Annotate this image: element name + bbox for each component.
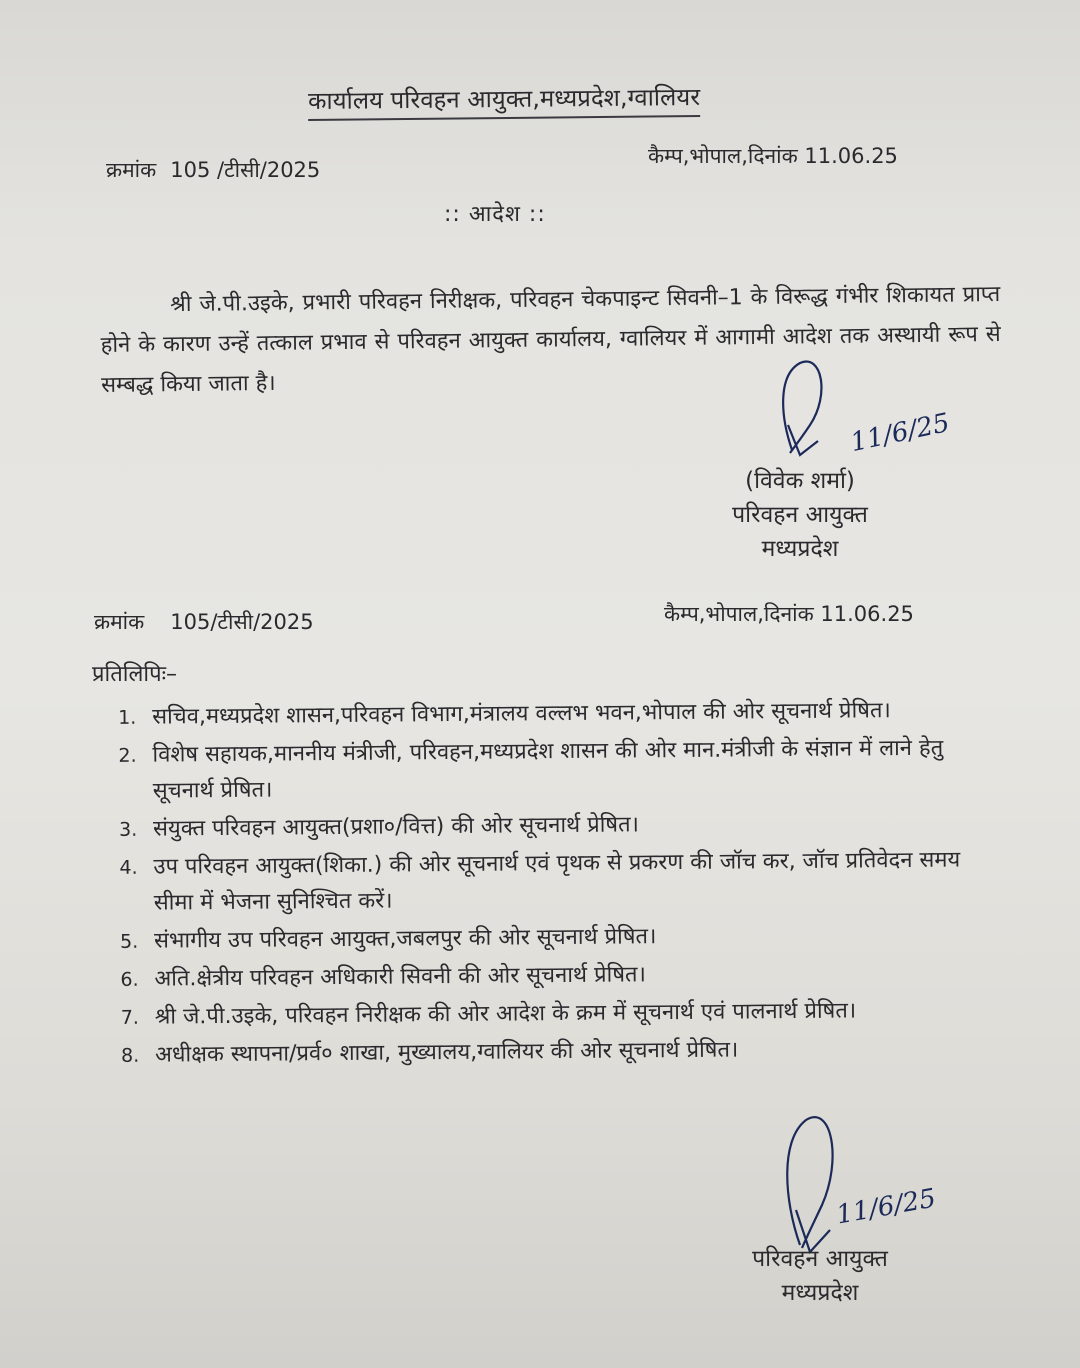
- list-item: 7. श्री जे.पी.उइके, परिवहन निरीक्षक की ओर आदेश के क्रम में सूचनार्थ एवं पालनार्थ प्रेषित।: [120, 998, 857, 1030]
- copy-reference-number: [94, 608, 314, 636]
- place-date: कैम्प,भोपाल,दिनांक 11.06.25: [648, 144, 898, 168]
- list-item: 8. अधीक्षक स्थापना/प्रर्व० शाखा, मुख्यालय,ग्वालियर की ओर सूचनार्थ प्रेषित।: [121, 1037, 739, 1068]
- copy-label: प्रतिलिपिः–: [92, 662, 178, 687]
- reference-label: क्रमांक: [106, 158, 157, 182]
- copy-signatory-state: मध्यप्रदेश: [781, 1280, 859, 1306]
- copy-list: [108, 692, 991, 1076]
- copy-place-date: कैम्प,भोपाल,दिनांक 11.06.25: [664, 602, 914, 626]
- order-body: श्री जे.पी.उइके, प्रभारी परिवहन निरीक्षक, परिवहन चेकपाइन्ट सिवनी–1 के विरूद्ध गंभीर शिकायत प्राप्त होने के कारण उन्हें तत्काल प्रभाव से परिवहन आयुक्त कार्यालय, ग्वालियर में आगामी आदेश तक अस्थायी रूप से सम्बद्ध किया जाता है।: [100, 282, 1001, 398]
- signatory-name: (विवेक शर्मा): [745, 468, 855, 494]
- list-item: 6. अति.क्षेत्रीय परिवहन अधिकारी सिवनी की ओर सूचनार्थ प्रेषित।: [120, 962, 646, 992]
- list-item: 2. विशेष सहायक,माननीय मंत्रीजी, परिवहन,मध्यप्रदेश शासन की ओर मान.मंत्रीजी के संज्ञान में लाने हेतु सूचनार्थ प्रेषित।: [118, 735, 944, 804]
- reference-number: [106, 156, 320, 184]
- signature-date: 11/6/25: [847, 407, 953, 459]
- signature-date: 11/6/25: [834, 1183, 939, 1231]
- list-item: 1. सचिव,मध्यप्रदेश शासन,परिवहन विभाग,मंत्रालय वल्लभ भवन,भोपाल की ओर सूचनार्थ प्रेषित।: [118, 698, 891, 730]
- list-item: 4. उप परिवहन आयुक्त(शिका.) की ओर सूचनार्थ एवं पृथक से प्रकरण की जॉच कर, जॉच प्रतिवेदन समय सीमा में भेजना सुनिश्चित करें।: [119, 847, 961, 916]
- office-heading: कार्यालय परिवहन आयुक्त,मध्यप्रदेश,ग्वालियर: [308, 80, 700, 121]
- list-item: 5. संभागीय उप परिवहन आयुक्त,जबलपुर की ओर सूचनार्थ प्रेषित।: [120, 924, 657, 954]
- signatory-designation: परिवहन आयुक्त: [732, 502, 868, 528]
- signatory-state: मध्यप्रदेश: [761, 536, 839, 562]
- copy-signatory-block: [720, 1242, 920, 1310]
- order-title: :: आदेश ::: [444, 202, 546, 227]
- copy-reference-value: 105/टीसी/2025: [170, 610, 314, 634]
- reference-value: 105 /टीसी/2025: [170, 158, 321, 182]
- signatory-block: [700, 464, 900, 566]
- copy-reference-label: क्रमांक: [94, 610, 145, 634]
- signature-mark: [770, 1110, 860, 1260]
- signature-mark: [760, 355, 850, 465]
- copy-signatory-designation: परिवहन आयुक्त: [752, 1246, 888, 1272]
- list-item: 3. संयुक्त परिवहन आयुक्त(प्रशा०/वित्त) की ओर सूचनार्थ प्रेषित।: [119, 812, 640, 842]
